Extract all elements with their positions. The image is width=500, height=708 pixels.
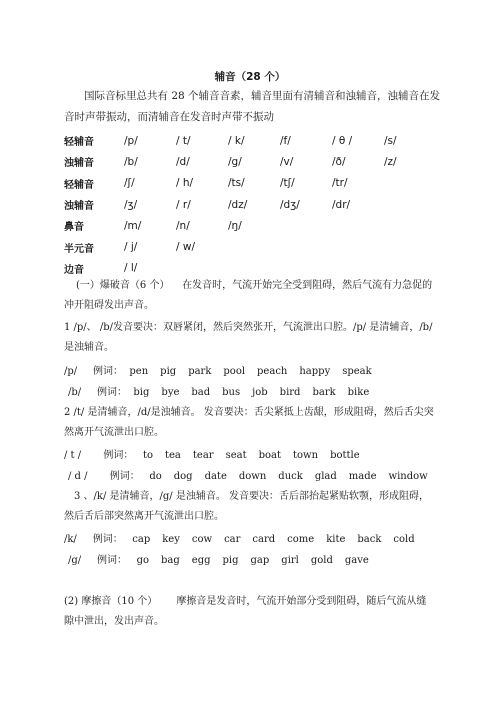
example-word: down: [238, 471, 267, 482]
section2-heading: (2) 摩擦音（10 个）: [64, 596, 158, 607]
example-line-d: [68, 467, 440, 482]
phoneme-cell: /dʒ/: [280, 198, 300, 211]
example-word: cold: [393, 534, 415, 545]
item2-paragraph: 2 /t/ 是清辅音，/d/是浊辅音。 发音要决：舌尖紧抵上齿龈，形成阻碍，然后舌尖突然离开气流泄出口腔。: [64, 407, 434, 438]
example-word: pig: [160, 366, 177, 377]
phoneme-cell: /p/: [124, 134, 138, 147]
example-word: egg: [191, 555, 211, 566]
phoneme-cell: /ts/: [228, 177, 245, 190]
example-word: bad: [191, 387, 211, 398]
example-symbol: /k/: [64, 534, 77, 545]
phoneme-cell: [228, 236, 280, 257]
consonant-table: [64, 130, 436, 279]
phoneme-cell: [384, 173, 436, 194]
phoneme-cell: /s/: [384, 134, 397, 147]
example-word: made: [348, 471, 377, 482]
example-symbol: /p/: [64, 366, 78, 377]
example-word: bike: [347, 387, 370, 398]
example-label: 例词：: [97, 555, 128, 566]
row-label: 轻辅音: [64, 137, 94, 149]
phoneme-cell: /g/: [228, 155, 242, 168]
phoneme-cell: /d/: [176, 155, 190, 168]
example-word: do: [149, 471, 162, 482]
example-label: 例词：: [103, 450, 134, 461]
example-line-b: [68, 383, 381, 398]
row-label: 轻辅音: [64, 179, 94, 191]
example-line-g: [68, 551, 381, 566]
section1-paragraph: [64, 276, 434, 316]
phoneme-cell: / k/: [228, 134, 245, 147]
row-label: 半元音: [64, 243, 94, 255]
phoneme-cell: / θ /: [332, 134, 353, 147]
example-word: tea: [164, 450, 181, 461]
table-row: [64, 173, 436, 194]
phoneme-cell: /n/: [176, 219, 190, 232]
phoneme-cell: /dz/: [228, 198, 248, 211]
item1-paragraph: 1 /p/、 /b/发音要决：双唇紧闭，然后突然张开，气流泄出口腔。/p/ 是清辅音，/b/是浊辅音。: [64, 322, 433, 353]
example-label: 例词：: [93, 366, 124, 377]
phoneme-cell: /z/: [384, 155, 397, 168]
example-word: bag: [161, 555, 180, 566]
phoneme-cell: / l/: [124, 262, 138, 275]
example-word: bark: [312, 387, 336, 398]
phoneme-cell: /ŋ/: [228, 219, 242, 232]
example-word: dog: [173, 471, 193, 482]
example-words: [149, 471, 439, 482]
phoneme-cell: [332, 236, 384, 257]
example-word: boat: [258, 450, 282, 461]
example-word: glad: [314, 471, 337, 482]
phoneme-cell: [384, 215, 436, 236]
example-word: peach: [257, 366, 288, 377]
example-word: speak: [342, 366, 372, 377]
phoneme-cell: / t/: [176, 134, 191, 147]
section2-paragraph: [64, 592, 434, 632]
phoneme-cell: [384, 194, 436, 215]
example-word: seat: [225, 450, 247, 461]
section1-heading: (一）爆破音（6 个）: [76, 280, 170, 291]
section2-desc: 摩擦音是发音时，气流开始部分受到阻碍，随后气流从缝隙中泄出，发出声音。: [64, 596, 427, 627]
example-word: come: [287, 534, 315, 545]
example-word: pig: [222, 555, 239, 566]
example-word: pen: [129, 366, 149, 377]
example-word: bye: [161, 387, 180, 398]
phoneme-cell: /dr/: [332, 198, 351, 211]
phoneme-cell: [280, 215, 332, 236]
example-word: girl: [281, 555, 299, 566]
example-word: cap: [132, 534, 151, 545]
example-symbol: / d /: [68, 471, 88, 482]
example-label: 例词：: [109, 471, 140, 482]
row-label: 鼻音: [64, 222, 84, 234]
phoneme-cell: /v/: [280, 155, 294, 168]
example-word: bottle: [330, 450, 360, 461]
example-word: gave: [344, 555, 369, 566]
example-line-k: [64, 530, 427, 545]
example-label: 例词：: [92, 534, 123, 545]
example-word: go: [136, 555, 150, 566]
example-words: [132, 534, 426, 545]
example-line-t: [64, 446, 372, 461]
section1-desc: 在发音时，气流开始完全受到阻碍，然后气流有力急促的冲开阻碍发出声音。: [64, 280, 433, 311]
phoneme-cell: /m/: [124, 219, 142, 232]
table-row: [64, 194, 436, 215]
phoneme-cell: / h/: [176, 177, 194, 190]
example-word: gap: [250, 555, 270, 566]
example-word: gold: [310, 555, 333, 566]
example-word: bird: [279, 387, 301, 398]
example-word: back: [357, 534, 382, 545]
example-words: [129, 366, 383, 377]
example-word: happy: [299, 366, 331, 377]
phoneme-cell: /f/: [280, 134, 291, 147]
row-label: 边音: [64, 264, 84, 276]
phoneme-cell: [280, 236, 332, 257]
phoneme-cell: / w/: [176, 241, 196, 254]
phoneme-cell: /b/: [124, 155, 138, 168]
intro-paragraph: 国际音标里总共有 28 个辅音音素，辅音里面有清辅音和浊辅音，浊辅音在发音时声带振动，而清辅音在发音时声带不振动: [64, 90, 441, 123]
page-title: 辅音（28 个）: [214, 71, 286, 83]
phoneme-cell: / j/: [124, 241, 138, 254]
example-word: bus: [222, 387, 241, 398]
phoneme-cell: [332, 215, 384, 236]
row-label: 浊辅音: [64, 158, 94, 170]
example-words: [143, 450, 372, 461]
table-row: [64, 215, 436, 236]
example-word: duck: [278, 471, 303, 482]
example-word: window: [388, 471, 428, 482]
example-word: pool: [223, 366, 246, 377]
example-label: 例词：: [97, 387, 128, 398]
example-word: cow: [191, 534, 213, 545]
example-word: job: [252, 387, 268, 398]
phoneme-cell: /tr/: [332, 177, 348, 190]
phoneme-cell: /tʃ/: [280, 177, 295, 190]
example-word: tear: [192, 450, 214, 461]
example-symbol: /b/: [68, 387, 82, 398]
phoneme-cell: /ð/: [332, 155, 346, 168]
example-symbol: /g/: [68, 555, 82, 566]
example-line-p: [64, 362, 384, 377]
example-word: key: [162, 534, 180, 545]
phoneme-cell: /ʃ/: [124, 177, 135, 190]
phoneme-cell: /ʒ/: [124, 198, 138, 211]
example-word: card: [252, 534, 276, 545]
example-word: car: [224, 534, 241, 545]
table-row: [64, 236, 436, 257]
example-word: town: [293, 450, 319, 461]
example-word: big: [133, 387, 150, 398]
example-word: kite: [326, 534, 346, 545]
item3-paragraph: 3 、/k/ 是清辅音，/g/ 是浊辅音。 发音要决：舌后部抬起紧贴软颚，形成阻碍，然后舌后部突然离开气流泄出口腔。: [64, 491, 430, 522]
example-word: to: [142, 450, 153, 461]
row-label: 浊辅音: [64, 201, 94, 213]
phoneme-cell: / r/: [176, 198, 191, 211]
example-symbol: / t /: [64, 450, 82, 461]
phoneme-cell: [384, 236, 436, 257]
table-row: [64, 151, 436, 172]
example-words: [137, 555, 381, 566]
example-word: park: [188, 366, 212, 377]
example-words: [133, 387, 381, 398]
table-row: [64, 130, 436, 151]
example-word: date: [204, 471, 227, 482]
